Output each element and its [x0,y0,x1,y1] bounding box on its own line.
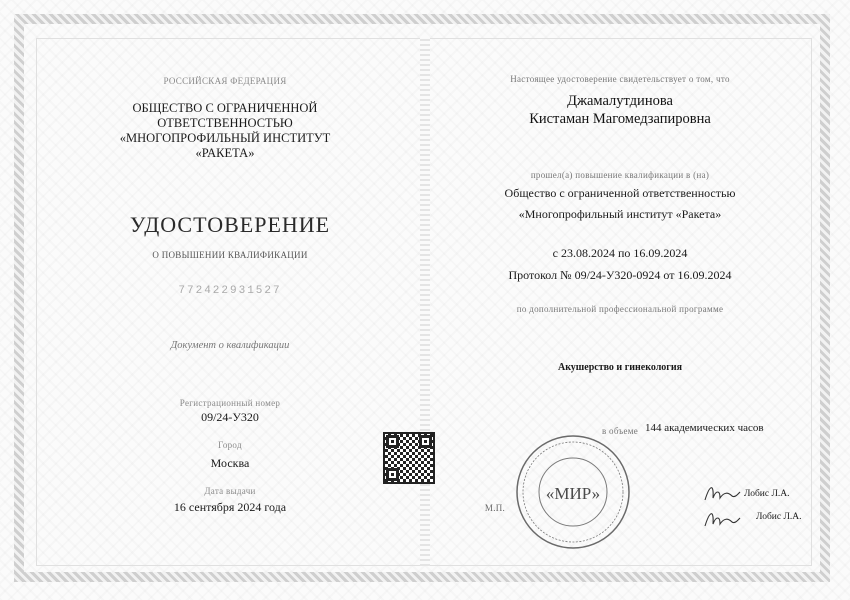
intro-text: Настоящее удостоверение свидетельствует о том, что [510,74,730,84]
seal-text: «МИР» [545,484,601,503]
org-name-line3: «МНОГОПРОФИЛЬНЫЙ ИНСТИТУТ [119,131,331,145]
training-org-line2: «Многопрофильный институт «Ракета» [518,207,722,221]
document-type: Документ о квалификации [170,340,290,351]
volume-label: в объеме [601,426,639,436]
program-label: по дополнительной профессиональной программе [516,304,724,314]
document-subtitle: О ПОВЫШЕНИИ КВАЛИФИКАЦИИ [152,250,308,260]
official-seal [514,433,632,551]
reg-number-label: Регистрационный номер [179,398,281,408]
blank-number: 772422931527 [178,285,282,297]
protocol-number: Протокол № 09/24-У320-0924 от 16.09.2024 [508,268,732,282]
document-title: УДОСТОВЕРЕНИЕ [129,212,331,237]
recipient-name-line2: Кистаман Магомедзапировна [529,111,711,127]
passed-label: прошел(а) повышение квалификации в (на) [530,170,710,180]
stamp-place-label: М.П. [484,503,506,513]
issue-date-label: Дата выдачи [204,486,256,496]
signer-2-name: Лобис Л.А. [756,512,802,522]
signature-1 [702,480,742,506]
center-fold [420,38,430,566]
org-name-line2: ОТВЕТСТВЕННОСТЬЮ [157,116,293,130]
org-name-line4: «РАКЕТА» [195,146,255,160]
issue-date-value: 16 сентября 2024 года [173,500,287,514]
training-period: с 23.08.2024 по 16.09.2024 [552,246,688,260]
signature-2 [702,505,742,531]
recipient-name-line1: Джамалутдинова [567,93,673,109]
org-name-line1: ОБЩЕСТВО С ОГРАНИЧЕННОЙ [132,101,318,115]
volume-value: 144 академических часов [645,422,764,434]
reg-number-value: 09/24-У320 [201,410,259,424]
qr-code [383,432,435,484]
program-name: Акушерство и гинекология [557,362,683,373]
signer-1-name: Лобис Л.А. [744,489,790,499]
city-label: Город [218,440,242,450]
country-label: РОССИЙСКАЯ ФЕДЕРАЦИЯ [163,76,287,86]
training-org-line1: Общество с ограниченной ответственностью [504,186,736,200]
city-value: Москва [210,456,250,470]
